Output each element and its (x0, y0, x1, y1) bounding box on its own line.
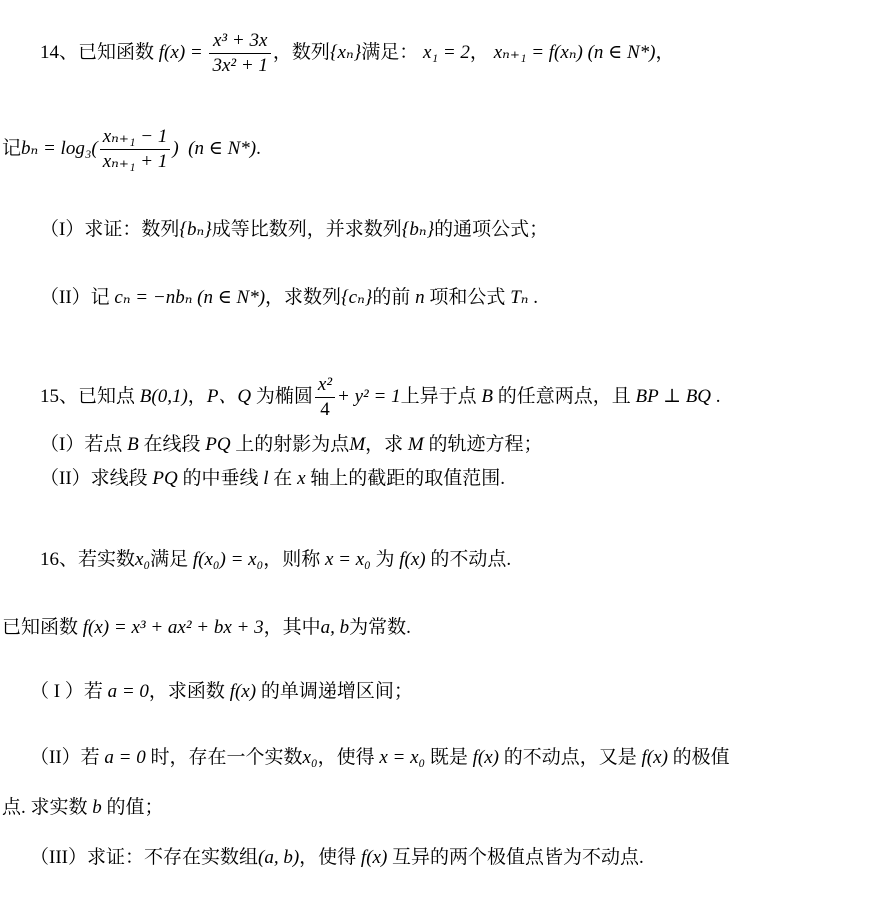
p16-p2-e: 的不动点，又是 (503, 747, 637, 768)
p14-cond1: x₁ = 2 (423, 42, 470, 63)
p16-def-f: f(x) = x³ + ax² + bx + 3 (82, 617, 264, 638)
p16-c: ，则称 (263, 549, 321, 570)
p16-p1-c: 的单调递增区间； (260, 681, 413, 702)
p16-part1-label: （ I ） (30, 681, 84, 702)
p16-def-line (2, 616, 411, 640)
p15-p1-c: 上的射影为点 (235, 434, 350, 455)
p14-part2-T: Tₙ (510, 287, 529, 308)
p16-x0: x₀ (135, 549, 151, 570)
p16-b: 满足 (150, 549, 189, 570)
p15-ellipse-rest: + y² = 1 (337, 386, 401, 407)
p14-end-comma: ， (655, 42, 675, 63)
p14-part1 (40, 218, 548, 242)
p16-intro-line (40, 548, 511, 572)
p15-b: ， (187, 386, 207, 407)
p15-p2-a: 求线段 (90, 468, 148, 489)
p14-part1-c: 的通项公式； (434, 219, 549, 240)
p14-part2-n: n (415, 287, 425, 308)
p16-def-ab: a, b (320, 617, 350, 638)
p14-intro-lead: 已知函数 (78, 42, 155, 63)
p16-p2-b: 时，存在一个实数 (150, 747, 303, 768)
p14-part2-c: 的前 (372, 287, 411, 308)
p14-def-line (2, 124, 261, 174)
p16-p2-x0: x₀ (302, 747, 318, 768)
p16-number: 16、 (40, 549, 79, 570)
p15-part2-label: （II） (40, 468, 91, 489)
p15-c: 为椭圆 (255, 386, 313, 407)
p15-p2-l: l (263, 468, 269, 489)
p16-d: 为 (375, 549, 395, 570)
p14-intro-mid: ，数列 (272, 42, 330, 63)
p15-part1-label: （I） (40, 434, 85, 455)
p15-p1-m: M (349, 434, 366, 455)
p16-part2 (30, 746, 730, 770)
p14-f-denominator: 3x² + 1 (212, 55, 268, 77)
p14-cond2: xₙ₊₁ = f(xₙ) (n ∈ N*) (493, 42, 656, 63)
p15-a: 已知点 (78, 386, 136, 407)
p16-p2-c: ，使得 (317, 747, 375, 768)
p16-p3-ab: (a, b) (258, 847, 300, 868)
p16-part1 (30, 680, 413, 704)
p14-part1-b: 成等比数列，并求数列 (211, 219, 402, 240)
p15-pq: P、Q (206, 386, 252, 407)
p16-p2-fx: f(x) (472, 747, 500, 768)
p16-p1-cond: a = 0 (107, 681, 149, 702)
p16-def-c: 为常数. (349, 617, 411, 638)
p15-p1-e: 的轨迹方程； (428, 434, 543, 455)
p14-intro-cond: 满足： (361, 42, 419, 63)
p16-p2-xeq: x = x₀ (379, 747, 426, 768)
p16-fx: f(x) (399, 549, 426, 570)
p16-p2-g: 点. 求实数 (2, 797, 88, 818)
p16-part3 (30, 846, 644, 870)
p14-part2-d: 项和公式 (429, 287, 506, 308)
p14-comma: ， (469, 42, 489, 63)
p16-part3-label: （III） (30, 847, 87, 868)
p15-perp: BP ⊥ BQ (635, 386, 712, 407)
p16-fx0: f(x₀) = x₀ (192, 549, 264, 570)
p16-p3-b: ，使得 (299, 847, 357, 868)
p16-p2-b-var: b (92, 797, 102, 818)
p14-number: 14、 (40, 42, 79, 63)
p15-p1-a: 若点 (84, 434, 123, 455)
p15-d: 上异于点 (400, 386, 477, 407)
p14-part1-bn2: {bₙ} (401, 219, 435, 240)
p14-part2-cn: cₙ = −nbₙ (n ∈ N*) (114, 287, 266, 308)
p14-b-denominator: xₙ₊₁ + 1 (102, 151, 168, 173)
p16-p2-a: 若 (80, 747, 100, 768)
p16-p2-h: 的值； (106, 797, 164, 818)
p14-seq-x: {xₙ} (329, 42, 362, 63)
p14-part2 (40, 286, 538, 310)
p15-p2-pq: PQ (152, 468, 178, 489)
p15-p1-pq: PQ (205, 434, 231, 455)
p15-number: 15、 (40, 386, 79, 407)
p15-p2-d: 轴上的截距的取值范围. (310, 468, 506, 489)
p15-p2-c: 在 (273, 468, 293, 489)
p14-intro-line (40, 28, 675, 78)
p16-p2-cond: a = 0 (104, 747, 146, 768)
p14-part1-label: （I） (40, 219, 85, 240)
p16-def-a: 已知函数 (2, 617, 79, 638)
p14-def-end: . (256, 138, 261, 159)
p15-e: 的任意两点，且 (497, 386, 631, 407)
p16-p1-fx: f(x) (229, 681, 257, 702)
p14-f-lhs: f(x) = (158, 42, 203, 63)
p16-p2-d: 既是 (429, 747, 468, 768)
p15-p1-b-point: B (127, 434, 139, 455)
p16-p3-fx: f(x) (360, 847, 388, 868)
p14-part1-bn1: {bₙ} (179, 219, 212, 240)
p15-b1: B (481, 386, 493, 407)
p16-part2-cont (2, 796, 164, 820)
p14-part2-e: . (533, 287, 538, 308)
p15-part2 (40, 467, 505, 491)
p14-b-numerator: xₙ₊₁ − 1 (100, 126, 171, 150)
p16-e: 的不动点. (430, 549, 512, 570)
p14-part2-seq: {cₙ} (341, 287, 373, 308)
p15-part1 (40, 433, 543, 457)
p16-a: 若实数 (78, 549, 136, 570)
p14-part2-a: 记 (90, 287, 110, 308)
p15-p1-b: 在线段 (143, 434, 201, 455)
p15-point-b: B(0,1) (139, 386, 188, 407)
p16-p3-c: 互异的两个极值点皆为不动点. (392, 847, 644, 868)
p16-p1-b: ，求函数 (148, 681, 225, 702)
p14-b-close: ) (172, 138, 179, 159)
p14-f-fraction (209, 30, 270, 77)
p15-f: . (715, 386, 721, 407)
p16-part2-label: （II） (30, 747, 81, 768)
p16-p2-f: 的极值 (672, 747, 730, 768)
p14-def-lead: 记 (2, 138, 22, 159)
p16-p2-fx2: f(x) (641, 747, 668, 768)
p14-f-numerator: x³ + 3x (209, 30, 270, 54)
p15-ellipse-fraction (315, 374, 335, 421)
p14-part2-label: （II） (40, 287, 91, 308)
p14-part1-a: 求证：数列 (84, 219, 180, 240)
p16-xeq: x = x₀ (324, 549, 371, 570)
p15-p2-x: x (297, 468, 306, 489)
p15-p1-d: ，求 (365, 434, 404, 455)
p14-b-fraction (100, 126, 171, 173)
p15-intro-line (40, 372, 721, 422)
p16-p3-a: 求证：不存在实数组 (86, 847, 258, 868)
p15-p1-m2: M (407, 434, 424, 455)
p14-b-domain: (n ∈ N*) (188, 138, 257, 159)
p15-ellipse-numerator: x² (315, 374, 335, 398)
p14-part2-b: ，求数列 (265, 287, 342, 308)
p15-p2-b: 的中垂线 (182, 468, 259, 489)
p16-p1-a: 若 (83, 681, 103, 702)
p15-ellipse-denominator: 4 (320, 399, 330, 421)
p16-def-b: ，其中 (263, 617, 321, 638)
p14-b-lhs: bₙ = log₃( (21, 138, 98, 159)
